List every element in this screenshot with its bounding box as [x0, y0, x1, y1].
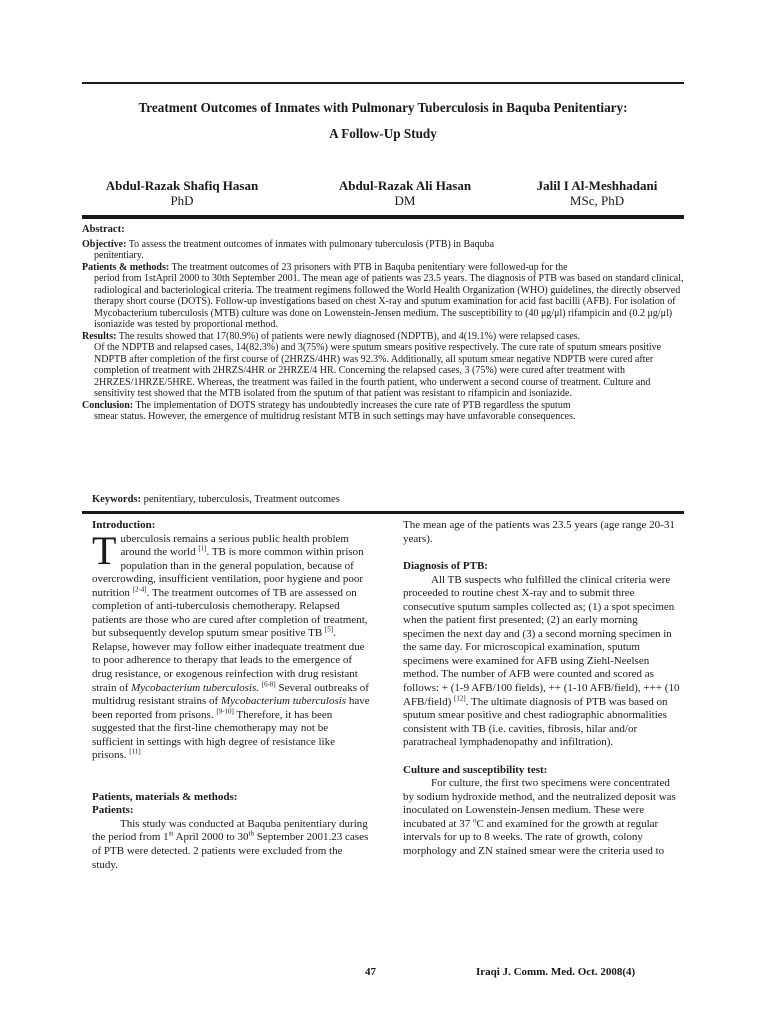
culture-text: For culture, the first two specimens were concentrated by sodium hydroxide method, and the neutralized deposit was inoculated on Lowenstein-Jensen medium. These were incubated at 37: [403, 777, 676, 830]
left-column: [92, 519, 370, 872]
intro-text: have been reported from prisons.: [92, 695, 370, 721]
culture-text: C and examined for the growth at regular intervals for up to 8 weeks. The rate of growth, colony morphology and ZN stained smear were the criteria used to: [403, 817, 665, 858]
superscript: th: [248, 829, 254, 838]
author-3: [510, 178, 684, 208]
keywords-label: Keywords:: [92, 494, 141, 505]
results-continued: Of the NDPTB and relapsed cases, 14(82.3%) and 3(75%) were sputum smears positive respectively. The cure rate of sputum smears positive NDPTB after completion of the first course of (2HRZS/4HR) was 92.3%. Additionally, all sputum smear negative NDPTB were cured after completion of treatment with 2HRZS/4HR or 2HRZE/4 HR. Concerning the relapsed cases, 3 (75%) were cured after treatment with 2HRZES/1HRZE/5HRE. Whereas, the treatment was failed in the fourth patient, who underwent a second course of treatment. Culture and sensitivity test showed that the MTB isolated from the sputum of that patient was resistant to rifampicin and isoniazide.: [94, 342, 662, 399]
author-1: [82, 178, 282, 208]
species-name: Mycobacterium tuberculosis: [220, 695, 347, 708]
authors-rule: [82, 215, 684, 219]
citation: [1]: [198, 544, 207, 553]
methods-continued: period from 1stApril 2000 to 30th September 2001. The mean age of patients was 23.5 years. The diagnosis of PTB was based on standard clinical, radiological and bacteriological criteria. The treatment regimens followed the World Health Organization (WHO) guidelines, the directly observed therapy short course (DOTS). Follow-up investigations based on chest X-ray and sputum examination for acid fast bacilli (AFB). For isolation of Mycobacterium tuberculosis (MTB) culture was done on Lowenstein-Jensen medium. The susceptibility to (40 μg/μl) rifampicin and (0.2 μg/μl) isoniazide was tested by proportional method.: [94, 273, 684, 330]
methods-text: The treatment outcomes of 23 prisoners with PTB in Baquba penitentiary were followed-up for the: [171, 261, 568, 273]
patients-text: April 2000 to 30: [175, 831, 249, 844]
superscript: o: [472, 816, 477, 825]
diagnosis-heading: Diagnosis of PTB:: [403, 560, 488, 573]
citation: [6-8]: [261, 679, 276, 688]
intro-text: . Relapse, however may follow either inadequate treatment due to poor adherence to therapy that leads to the emergence of drug resistance, or exogenous reinfection with drug resistant strain of: [92, 627, 365, 694]
patients-text: September 2001.23 cases of PTB were detected. 2 patients were excluded from the study.: [92, 831, 369, 871]
conclusion-label: Conclusion:: [82, 399, 134, 411]
introduction-heading: Introduction:: [92, 519, 156, 531]
author-degree: MSc, PhD: [569, 193, 625, 208]
diagnosis-paragraph: [403, 574, 681, 750]
patients-paragraph: [92, 818, 370, 872]
abstract-objective: [82, 239, 684, 262]
article-title: Treatment Outcomes of Inmates with Pulmonary Tuberculosis in Baquba Penitentiary:: [138, 100, 628, 115]
citation: [12]: [454, 693, 466, 702]
author-2: [305, 178, 505, 208]
patients-text: This study was conducted at Baquba penitentiary during the period from 1: [92, 817, 368, 844]
abstract-conclusion: [82, 400, 684, 423]
objective-continued: penitentiary.: [94, 250, 144, 261]
keywords-rule: [82, 511, 684, 514]
culture-paragraph: [403, 777, 681, 858]
journal-citation: Iraqi J. Comm. Med. Oct. 2008(4): [476, 966, 636, 978]
author-name: Jalil I Al-Meshhadani: [536, 178, 658, 193]
citation: [2-4]: [132, 585, 147, 594]
author-name: Abdul-Razak Shafiq Hasan: [105, 178, 259, 193]
keywords: [92, 494, 340, 506]
top-rule: [82, 82, 684, 84]
right-column: [403, 519, 681, 859]
abstract-heading: Abstract:: [82, 224, 125, 235]
results-label: Results:: [82, 330, 117, 342]
citation: [9-10]: [216, 707, 234, 715]
patients-heading: Patients:: [92, 804, 134, 817]
diagnosis-text: All TB suspects who fulfilled the clinical criteria were proceeded to routine chest X-ray and to submit three consecutive sputum samples collected as; (1) a spot specimen when the patient first presented; (2) an early morning specimen the next day and (3) a second morning specimen in the same day. For microscopical examination, sputum specimens were examined for AFB using Ziehl-Neelsen method. The number of AFB were counted and scored as follows: + (1-9 AFB/100 fields), ++ (1-10 AFB/field), +++ (10 AFB/field): [403, 573, 680, 708]
drop-cap: T: [92, 527, 117, 573]
intro-text: . The treatment outcomes of TB are assessed on completion of anti-tuberculosis chemotherapy. Relapsed patients are those who are cured after completion of treatment, but subsequently develop sputum smear positive TB: [92, 586, 368, 640]
citation: [5]: [324, 625, 334, 634]
keywords-text: penitentiary, tuberculosis, Treatment outcomes: [143, 494, 340, 505]
objective-label: Objective:: [82, 238, 127, 250]
author-degree: DM: [394, 193, 416, 208]
species-name: Mycobacterium tuberculosis.: [131, 681, 260, 694]
intro-text: Several outbreaks of multidrug resistant strains of: [92, 681, 369, 708]
abstract-methods: [82, 262, 684, 331]
abstract-results: [82, 331, 684, 400]
intro-text: Therefore, it has been suggested that the first-line chemotherapy may not be sufficient in settings with high degree of resistance like prisons.: [92, 708, 335, 762]
superscript: st: [168, 829, 174, 838]
conclusion-continued: smear status. However, the emergence of multidrug resistant MTB in such settings may have unfavorable consequences.: [94, 411, 576, 422]
diagnosis-text: . The ultimate diagnosis of PTB was based on sputum smear positive and chest radiographic abnormalities consistent with TB (i.e. cavities, fibrosis, hilar and/or paratracheal lymphadenopathy and infiltration).: [403, 695, 668, 749]
citation: [11]: [129, 747, 141, 756]
introduction-paragraph: [92, 527, 370, 763]
methods-label: Patients & methods:: [82, 261, 170, 273]
author-degree: PhD: [170, 193, 194, 208]
intro-text: uberculosis remains a serious public health problem around the world: [120, 532, 349, 559]
article-subtitle: A Follow-Up Study: [329, 126, 437, 141]
results-text: The results showed that 17(80.9%) of patients were newly diagnosed (NDPTB), and 4(19.1%) were relapsed cases.: [118, 330, 581, 342]
intro-text: . TB is more common within prison population than in the general population, because of overcrowding, insufficient ventilation, poor hygiene and poor nutrition: [92, 546, 364, 599]
page-number: 47: [365, 966, 376, 978]
methods-heading: Patients, materials & methods:: [92, 790, 238, 803]
conclusion-text: The implementation of DOTS strategy has undoubtedly increases the cure rate of PTB regardless the sputum: [135, 399, 571, 411]
objective-text: To assess the treatment outcomes of inmates with pulmonary tuberculosis (PTB) in Baquba: [128, 238, 495, 250]
age-paragraph: The mean age of the patients was 23.5 years (age range 20-31 years).: [403, 519, 675, 545]
culture-heading: Culture and susceptibility test:: [403, 763, 548, 776]
author-name: Abdul-Razak Ali Hasan: [338, 178, 472, 193]
abstract-section: [82, 224, 684, 423]
